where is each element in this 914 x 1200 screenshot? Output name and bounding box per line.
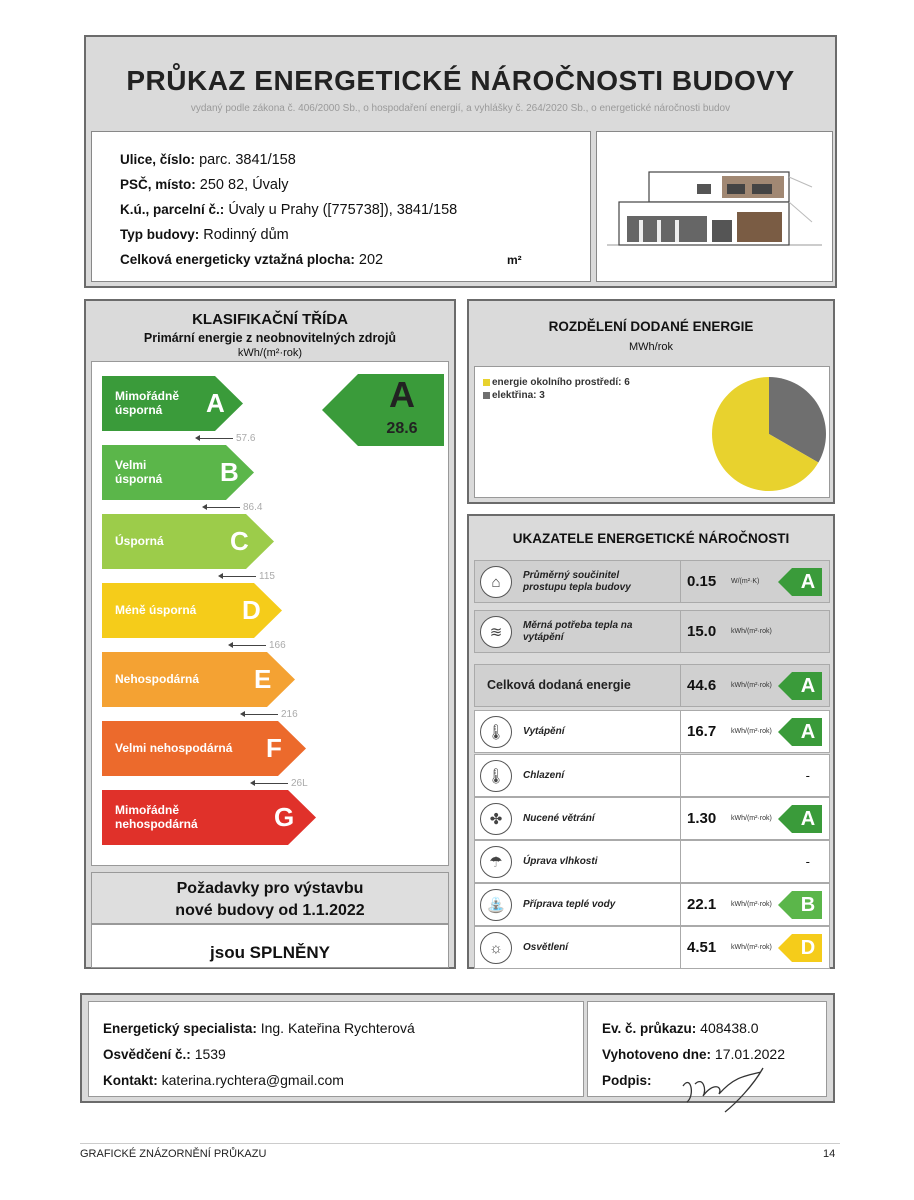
certificate-info [587,1001,827,1097]
threshold-2 [204,502,262,513]
indicator-row [474,926,830,969]
specialist-info [88,1001,584,1097]
requirements-box [91,872,449,968]
indicator-label-cell [475,798,680,839]
ev-number-label: Ev. č. průkazu: [602,1021,697,1036]
contact-value: katerina.rychtera@gmail.com [161,1072,344,1088]
class-a-arrow [102,376,243,431]
result-class-badge [322,374,444,446]
indicator-unit: kWh/(m²·rok) [731,944,772,951]
legend-item-environment [483,377,630,388]
indicator-value-cell [680,665,830,706]
indicator-value: 0.15 [687,573,717,590]
class-g-label: Mimořádně nehospodárná [115,802,198,831]
thermometer-cold-icon: 🌡 [480,760,512,792]
issue-date-label: Vyhotoveno dne: [602,1047,712,1062]
indicator-grade-badge [778,568,822,596]
threshold-6 [252,778,308,789]
indicator-value-cell [680,611,830,652]
legend-label-environment: energie okolního prostředí: 6 [492,377,630,388]
classification-unit: kWh/(m²·rok) [237,347,303,359]
indicator-grade-letter: B [800,893,816,916]
legend-label-electricity: elektřina: 3 [492,390,545,401]
class-scale [91,361,449,866]
threshold-1-value: 57.6 [236,433,256,444]
indicator-grade-letter: A [800,807,816,830]
threshold-5 [242,709,298,720]
class-f-label: Velmi nehospodárná [115,740,233,755]
indicator-row [474,883,830,926]
class-f-arrow [102,721,306,776]
indicator-empty-value: - [805,768,810,783]
house-illustration [597,132,832,281]
class-a-letter: A [206,388,225,418]
indicator-value: 15.0 [687,623,717,640]
specialist-name-label: Energetický specialista: [103,1021,257,1036]
certificate-header [84,35,837,288]
indicator-value: 22.1 [687,896,717,913]
cadastre-label: K.ú., parcelní č.: [120,202,225,217]
indicator-name: Vytápění [523,725,565,737]
energy-split-chart [474,366,830,498]
indicator-row [474,664,830,707]
indicator-name: Chlazení [523,769,565,781]
indicator-value: 16.7 [687,723,717,740]
indicator-row [474,560,830,603]
threshold-3 [220,571,275,582]
indicator-value-cell [680,841,830,882]
classification-subtitle: Primární energie z neobnovitelných zdrojů [143,331,397,345]
indicator-value-cell [680,755,830,796]
indicator-label-cell [475,561,680,602]
certificate-value: 1539 [194,1046,226,1062]
indicator-grade-badge [778,718,822,746]
indicator-unit: kWh/(m²·rok) [731,901,772,908]
area-row [120,252,383,268]
indicator-unit: kWh/(m²·rok) [731,628,772,635]
footer-caption: GRAFICKÉ ZNÁZORNĚNÍ PRŮKAZU [80,1148,267,1160]
class-c-arrow [102,514,274,569]
threshold-6-value: 26L [291,778,308,789]
class-b-arrow [102,445,254,500]
indicator-name: Měrná potřeba tepla na vytápění [523,619,633,643]
area-value: 202 [358,252,384,268]
building-type-value: Rodinný dům [203,227,289,243]
class-g-letter: G [274,802,295,832]
indicator-row [474,797,830,840]
fan-icon: ✤ [480,803,512,835]
class-e-arrow [102,652,295,707]
indicator-label-cell [475,755,680,796]
class-a-label: Mimořádně úsporná [115,388,180,417]
requirements-result: jsou SPLNĚNY [91,924,449,968]
classification-title: KLASIFIKAČNÍ TŘÍDA [192,311,348,328]
class-e-letter: E [254,664,272,694]
indicator-grade-badge [778,891,822,919]
class-f-letter: F [266,733,282,763]
lightbulb-icon: ☼ [480,932,512,964]
zip-row [120,177,288,193]
area-unit: m² [507,253,522,267]
indicators-title: UKAZATELE ENERGETICKÉ NÁROČNOSTI [512,531,790,546]
class-g-arrow [102,790,316,845]
result-class-value: 28.6 [386,420,418,437]
indicator-value-cell [680,798,830,839]
requirements-line-2: nové budovy od 1.1.2022 [175,902,365,919]
indicator-label-cell [475,841,680,882]
contact-row [103,1072,344,1088]
building-type-label: Typ budovy: [120,227,200,242]
specialist-name-row [103,1020,415,1036]
heat-waves-icon: ≋ [480,616,512,648]
indicator-value: 44.6 [687,677,717,694]
certificate-row [103,1046,226,1062]
street-row [120,152,296,168]
class-b-label: Velmi úsporná [115,457,163,486]
cadastre-value: Úvaly u Prahy ([775738]), 3841/158 [228,202,458,218]
class-c-label: Úsporná [115,533,164,548]
building-type-row [120,227,289,243]
energy-pie-chart [710,375,828,493]
indicator-label-cell [475,611,680,652]
classification-panel [84,299,456,969]
zip-label: PSČ, místo: [120,177,196,192]
indicator-unit: kWh/(m²·rok) [731,682,772,689]
indicator-grade-badge [778,934,822,962]
class-d-arrow [102,583,282,638]
indicator-label-cell [475,884,680,925]
result-class-letter: A [389,374,415,415]
legend-swatch-electricity [483,392,490,399]
legend-swatch-environment [483,379,490,386]
indicator-grade-badge [778,672,822,700]
contact-label: Kontakt: [103,1073,158,1088]
signature-label: Podpis: [602,1073,652,1088]
issue-date-value: 17.01.2022 [714,1046,785,1062]
indicators-panel [467,514,835,969]
cadastre-row [120,202,457,218]
ev-number-value: 408438.0 [700,1020,759,1036]
threshold-1 [197,433,255,444]
indicator-grade-letter: D [800,936,816,959]
indicator-grade-letter: A [800,674,816,697]
indicator-value-cell [680,561,830,602]
specialist-panel [80,993,835,1103]
class-d-letter: D [242,595,261,625]
ev-number-row [602,1020,759,1036]
indicator-grade-badge [778,805,822,833]
threshold-3-value: 115 [259,571,275,582]
indicator-value: 1.30 [687,810,717,827]
specialist-name-value: Ing. Kateřina Rychterová [260,1020,415,1036]
signature-image [673,1056,803,1116]
indicator-row [474,710,830,753]
indicator-row [474,840,830,883]
page-number: 14 [823,1148,836,1160]
footer-rule [80,1143,840,1144]
house-icon: ⌂ [480,566,512,598]
requirements-text [91,872,449,924]
signature-row [602,1072,652,1088]
energy-split-title: ROZDĚLENÍ DODANÉ ENERGIE [548,319,754,334]
threshold-5-value: 216 [281,709,298,720]
street-label: Ulice, číslo: [120,152,196,167]
indicator-value: 4.51 [687,939,717,956]
indicator-value-cell [680,711,830,752]
energy-split-unit: MWh/rok [629,341,673,353]
threshold-2-value: 86.4 [243,502,263,513]
thermometer-hot-icon: 🌡 [480,716,512,748]
indicator-name: Průměrný součinitel prostupu tepla budovy [523,569,631,593]
zip-value: 250 82, Úvaly [199,177,289,193]
indicator-label-cell [475,711,680,752]
indicator-label-cell [475,927,680,968]
indicator-row [474,610,830,653]
document-subtitle: vydaný podle zákona č. 406/2000 Sb., o hospodaření energií, a vyhlášky č. 264/2020 Sb., o energetické náročnosti budov [190,103,731,114]
threshold-4 [230,640,286,651]
indicator-unit: kWh/(m²·rok) [731,728,772,735]
certificate-label: Osvědčení č.: [103,1047,191,1062]
indicator-name: Nucené větrání [523,812,595,824]
class-c-letter: C [230,526,249,556]
indicator-name: Celková dodaná energie [487,678,631,692]
indicator-empty-value: - [805,854,810,869]
building-image [596,131,833,282]
legend-item-electricity [483,390,545,401]
indicator-name: Úprava vlhkosti [523,855,598,867]
address-panel [91,131,591,282]
indicator-label-cell [475,665,680,706]
threshold-4-value: 166 [269,640,286,651]
street-value: parc. 3841/158 [199,152,296,168]
indicator-unit: kWh/(m²·rok) [731,815,772,822]
indicator-unit: W/(m²·K) [731,578,760,585]
indicator-name: Příprava teplé vody [523,898,616,910]
area-label: Celková energeticky vztažná plocha: [120,252,355,267]
indicator-grade-letter: A [800,720,816,743]
energy-split-panel [467,299,835,504]
class-b-letter: B [220,457,239,487]
faucet-icon: ⛲ [480,889,512,921]
indicator-row [474,754,830,797]
document-title: PRŮKAZ ENERGETICKÉ NÁROČNOSTI BUDOVY [126,65,795,96]
indicator-value-cell [680,884,830,925]
class-d-label: Méně úsporná [115,602,197,617]
indicator-grade-letter: A [800,570,816,593]
indicator-value-cell [680,927,830,968]
class-e-label: Nehospodárná [115,671,200,686]
indicator-name: Osvětlení [523,941,569,953]
requirements-line-1: Požadavky pro výstavbu [176,880,364,897]
humidity-icon: ☂ [480,846,512,878]
